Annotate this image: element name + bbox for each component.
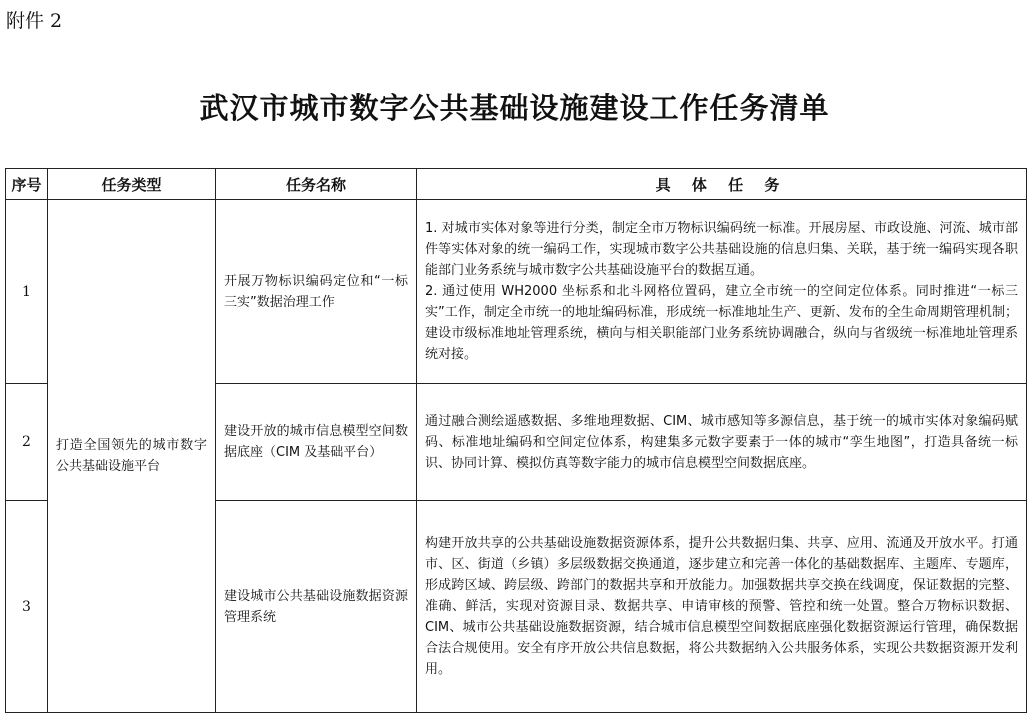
task-detail-paragraph: 构建开放共享的公共基础设施数据资源体系，提升公共数据归集、共享、应用、流通及开放水平。打通市、区、街道（乡镇）多层级数据交换通道，逐步建立和完善一体化的基础数据库、主题库、专题库，形成跨区域、跨层级、跨部门的数据共享和开放能力。加强数据共享交换在线调度，保证数据的完整、准确、鲜活，实现对资源目录、数据共享、申请审核的预警、管控和统一处置。整合万物标识数据、CIM、城市公共基础设施数据资源，结合城市信息模型空间数据底座强化数据资源运行管理，确保数据合法合规使用。安全有序开放公共信息数据，将公共数据纳入公共服务体系，实现公共数据资源开发利用。 [425,536,1018,677]
header-name: 任务名称 [216,169,417,200]
task-name-cell: 建设开放的城市信息模型空间数据底座（CIM 及基础平台） [216,384,417,501]
task-detail-paragraph: 1. 对城市实体对象等进行分类，制定全市万物标识编码统一标准。开展房屋、市政设施、河流、城市部件等实体对象的统一编码工作，实现城市数字公共基础设施的信息归集、关联，基于统一编码实现各职能部门业务系统与城市数字公共基础设施平台的数据互通。 [425,221,1018,278]
task-detail-cell [417,200,1027,384]
table-header-row [6,169,1027,200]
document-title: 武汉市城市数字公共基础设施建设工作任务清单 [199,91,830,125]
task-name-cell: 开展万物标识编码定位和“一标三实”数据治理工作 [216,200,417,384]
header-type: 任务类型 [48,169,216,200]
task-detail-cell [417,501,1027,713]
task-detail-paragraph: 2. 通过使用 WH2000 坐标系和北斗网格位置码，建立全市统一的空间定位体系。同时推进“一标三实”工作，制定全市统一的地址编码标准，形成统一标准地址生产、更新、发布的全生命周期管理机制；建设市级标准地址管理系统，横向与相关职能部门业务系统协调融合，纵向与省级统一标准地址管理系统对接。 [425,284,1018,362]
task-table [5,168,1027,713]
table-row [6,200,1027,384]
attachment-label: 附件 2 [6,10,63,32]
header-detail: 具 体 任 务 [417,169,1027,200]
task-detail-cell [417,384,1027,501]
header-no: 序号 [6,169,48,200]
task-name-cell: 建设城市公共基础设施数据资源管理系统 [216,501,417,713]
row-number: 2 [6,384,48,501]
task-type-cell: 打造全国领先的城市数字公共基础设施平台 [48,200,216,713]
task-detail-paragraph: 通过融合测绘遥感数据、多维地理数据、CIM、城市感知等多源信息，基于统一的城市实体对象编码赋码、标准地址编码和空间定位体系，构建集多元数字要素于一体的城市“孪生地图”，打造具备统一标识、协同计算、模拟仿真等数字能力的城市信息模型空间数据底座。 [425,413,1018,471]
row-number: 1 [6,200,48,384]
row-number: 3 [6,501,48,713]
